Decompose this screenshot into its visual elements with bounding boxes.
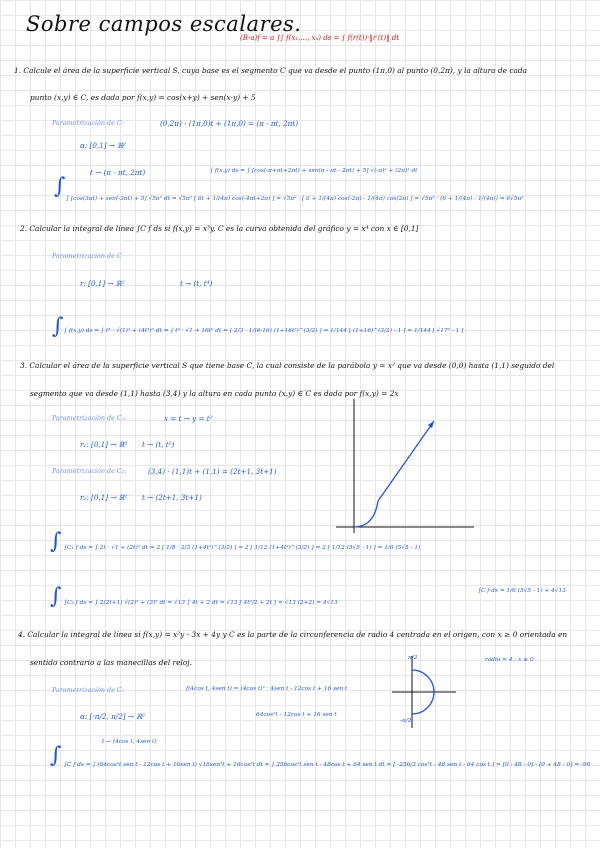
q4-side-note: radio = 4 ; x ≥ 0 [485, 657, 534, 663]
q3-c2-integral-sign: ∫ [50, 584, 62, 609]
q2-domain: r: [0,1] → ℝ² [80, 279, 125, 288]
q1-map: t → (π - πt, 2πt) [90, 168, 146, 177]
q3-c1-integral-sign: ∫ [50, 529, 62, 554]
q1-statement-line1: 1. Calcule el área de la superficie vertical S, cuya base es el segmento C que va desde el punto (1π,0) al punto (0,2π), y la altura de cada [14, 66, 528, 75]
q3-c2-domain: r₂: [0,1] → ℝ² [80, 493, 128, 502]
q2-result-line: ∫ f(x,y) ds = ∫ t³ · √(1)² + (4t³)² dt = ∫ t³ · √1 + 16t⁶ dt = [ 2/3 · 1/(6·16) (1+16t⁶)^(3/2) ] = 1/144 [ (1+16)^(3/2) - 1 ] = 1/144 [ √17³ - 1 ] [64, 328, 464, 334]
q3-c2-param: (3,4) - (1,1)t + (1,1) = (2t+1, 3t+1) [148, 467, 277, 476]
q4-simplified: 64cos²t - 12cos t + 16 sen t [256, 712, 337, 718]
q1-param: (0,2π) - (1π,0)t + (1π,0) = (π - πt, 2πt) [160, 119, 299, 128]
q4-graph-top-label: π/2 [408, 655, 418, 661]
q3-total: ∫C f ds = 1/6 (5√5 - 1) + 4√13 [478, 588, 566, 594]
q4-statement-line1: 4. Calcular la integral de línea si f(x,y) = x²y - 3x + 4y y C es la parte de la circunferencia de radio 4 centrada en el origen, con x ≥ 0 orientada en [18, 630, 568, 639]
q3-c1-integral: ∫C₁ f ds = ∫ 2t · √1 + (2t)² dt = 2 [ 1/8 · 2/3 (1+4t²)^(3/2) ] = 2 [ 1/12 (1+4t²)^(3/2) ] = 2 [ 1/12 (5√5 - 1) ] = 1/6 (5√5 - 1) [64, 545, 421, 551]
q4-graph-bottom-label: -π/2 [400, 718, 412, 724]
q3-graph [330, 395, 480, 535]
q3-c1-map: t → (t, t²) [142, 440, 175, 449]
q3-graph-segment [378, 421, 434, 501]
q3-graph-arrowhead [428, 421, 434, 428]
q1-param-label: Parametrización de C: [52, 119, 124, 127]
q3-c1-domain: r₁: [0,1] → ℝ² [80, 440, 128, 449]
q4-map: t → (4cos t, 4sen t) [102, 739, 157, 745]
q4-param: f(4cos t, 4sen t) = (4cos t)² · 4sen t - 12cos t + 16 sen t [186, 686, 348, 692]
q1-int-line: ∫ f(x,y) ds = ∫ [cos(-π+πt+2πt) + sen(π - πt - 2πt) + 5] √(-π)² + (2π)² dt [210, 168, 418, 174]
q3-c1-label: Parametrización de C₁: [52, 414, 127, 422]
header-formula: (B-a)f = a ∫∫ f(x₁,..., xₙ) ds = ∫ f(r(t))·‖r′(t)‖ dt [240, 34, 400, 42]
q1-integral-sign: ∫ [54, 174, 66, 199]
q2-param-label: Parametrización de C [52, 252, 122, 260]
q3-c1-param: x = t → y = t² [164, 414, 213, 423]
q1-result-line: ∫ [cos(3πt) + sen(-3πt) + 5] √5π² dt = √5π² [ 6t + 1/(4π) cos(-4πt+2π) ] = √5π² · [ 6 + 1/(4π) cos(-2π) - 1/(4π) cos(2π) ] = √5π² · (6 + 1/(4π) - 1/(4π)) = 6√5π² [66, 196, 524, 202]
q3-c2-label: Parametrización de C₂: [52, 467, 127, 475]
q3-graph-parabola [354, 501, 378, 527]
q1-domain: α: [0,1] → ℝ² [80, 141, 127, 150]
q2-map: t → (t, t⁴) [180, 279, 213, 288]
q3-c2-map: t → (2t+1, 3t+1) [142, 493, 202, 502]
q4-statement-line2: sentido contrario a las manecillas del reloj. [30, 658, 192, 667]
q2-integral-sign: ∫ [52, 314, 64, 339]
q4-integral-sign: ∫ [50, 743, 62, 768]
page-title: Sobre campos escalares. [26, 12, 302, 36]
q2-statement: 2. Calcular la integral de línea ∫C f ds si f(x,y) = x³y, C es la curva obtenida del gráfico y = x⁴ con x ∈ [0,1] [20, 224, 419, 233]
q4-result-line: ∫C f ds = ∫ (64cos²t sen t - 12cos t + 16sen t) √16sen²t + 16cos²t dt = ∫ 256cos²t sen t - 48cos t + 64 sen t dt = [ -256/3 cos³t - 48 sen t - 64 cos t ] = [0 - 48 - 0] - [0 + 48 - 0] = -96 [64, 762, 591, 768]
q3-statement-line2: segmento que va desde (1,1) hasta (3,4) y la altura en cada punto (x,y) ∈ C es dada por f(x,y) = 2x [30, 389, 399, 398]
q1-statement-line2: punto (x,y) ∈ C, es dada por f(x,y) = cos(x+y) + sen(x-y) + 5 [30, 93, 256, 102]
q3-c2-integral: ∫C₂ f ds = ∫ 2(2t+1) √(2)² + (3)² dt = √13 ∫ 4t + 2 dt = √13 [ 4t²/2 + 2t ] = √13 (2+2) = 4√13 [64, 600, 338, 606]
q4-domain: α: [-π/2, π/2] → ℝ² [80, 712, 146, 721]
q3-statement-line1: 3. Calcular el área de la superficie vertical S que tiene base C, la cual consiste de la parábola y = x² que va desde (0,0) hasta (1,1) seguido del [20, 361, 555, 370]
q4-param-label: Parametrización de C: [52, 686, 124, 694]
